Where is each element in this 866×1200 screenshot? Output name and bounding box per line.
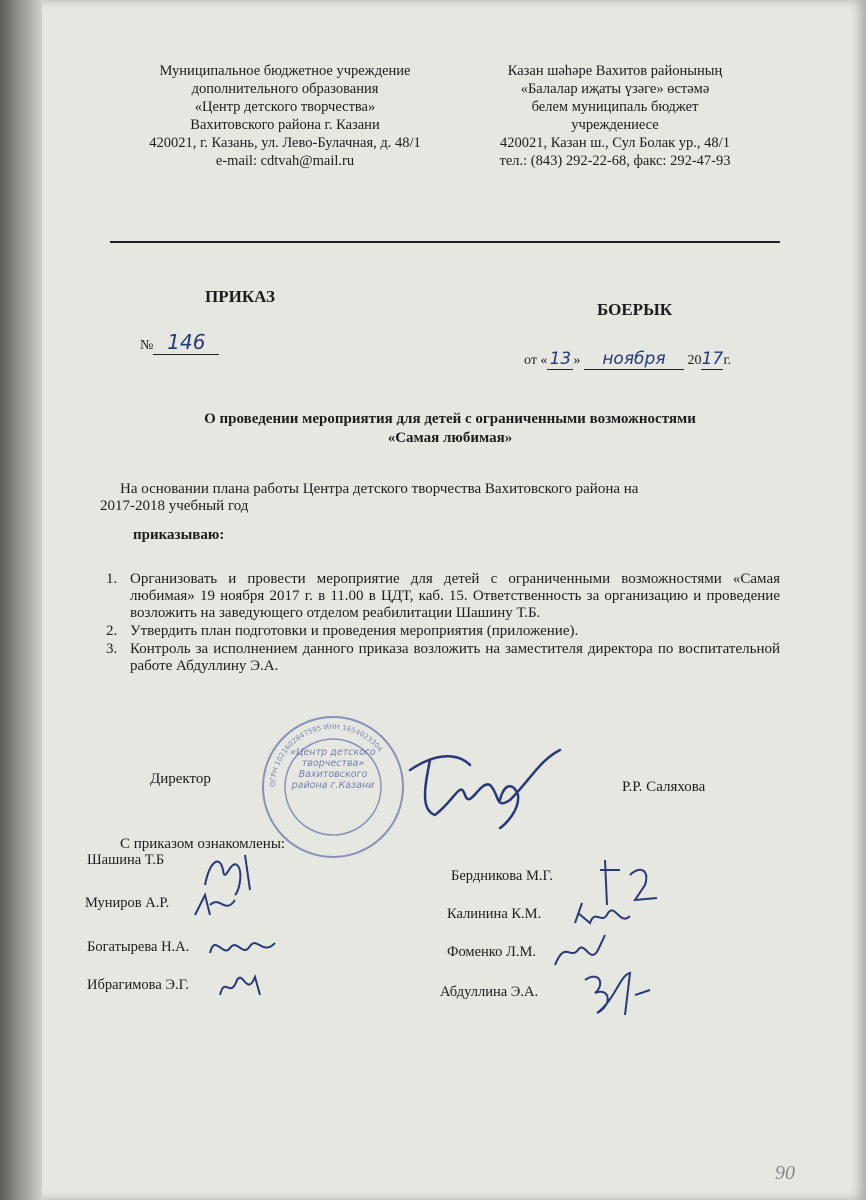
item-number: 3.: [106, 641, 118, 657]
item-text: Организовать и провести мероприятие для детей с ограниченными возможностями «Самая любимая» 19 ноября 2017 г. в 11.00 в ЦДТ, каб. 15. Ответственность за организацию и проведение возложить на заведующего отделом реабилитации Шашину Т.Б.: [130, 571, 780, 621]
order-number-row: [140, 330, 219, 355]
title-boeryk: БОЕРЫК: [597, 300, 673, 319]
acquainted-right-name: Калинина К.М.: [447, 906, 542, 922]
header-left-line: «Центр детского творчества»: [194, 99, 376, 115]
acquainted-left-name: Богатырева Н.А.: [87, 939, 190, 955]
basis-line-2: 2017-2018 учебный год: [100, 498, 249, 514]
acquainted-left-name: Ибрагимова Э.Г.: [87, 977, 189, 993]
date-day: 13: [547, 349, 573, 370]
header-right-address: 420021, Казан ш., Сул Болак ур., 48/1: [500, 135, 730, 151]
date-suffix: г.: [723, 353, 732, 368]
header-right-org: [465, 62, 765, 170]
order-item: [100, 571, 780, 622]
date-year-prefix: 20: [687, 353, 702, 368]
number-prefix: №: [140, 338, 154, 353]
item-number: 2.: [106, 623, 118, 639]
signature-bogatyreva: [205, 928, 280, 968]
stamp-ring-text: ОГРН 1021602847595 ИНН 1654023304: [268, 722, 385, 788]
signature-abdullina: [575, 965, 655, 1020]
header-left-address: 420021, г. Казань, ул. Лево-Булачная, д. 48/1: [149, 135, 421, 151]
title-prikaz: ПРИКАЗ: [205, 287, 275, 306]
header-divider: [110, 241, 780, 243]
director-name: Р.Р. Саляхова: [622, 779, 706, 795]
order-date-row: [524, 349, 731, 370]
basis-line-1: На основании плана работы Центра детского творчества Вахитовского района на: [120, 481, 639, 497]
item-number: 1.: [106, 571, 118, 587]
acquainted-heading: С приказом ознакомлены:: [120, 836, 286, 852]
order-number: 146: [153, 330, 219, 355]
binding-edge: [0, 0, 42, 1200]
order-item: [100, 641, 780, 675]
acquainted-right-name: Бердникова М.Г.: [451, 868, 553, 884]
date-quote: »: [573, 353, 581, 368]
acquainted-left-name: Муниров А.Р.: [85, 895, 170, 911]
item-text: Контроль за исполнением данного приказа возложить на заместителя директора по воспитательной работе Абдуллину Э.А.: [130, 641, 780, 674]
date-year: 17: [701, 349, 724, 369]
header-left-org: [110, 62, 460, 170]
signature-ibragimova: [215, 965, 270, 1005]
header-right-line: учреждениесе: [571, 117, 659, 133]
stamp-center-text: «Центр детского творчества» Вахитовского района г.Казани: [290, 747, 376, 791]
acquainted-left-name: Шашина Т.Б: [87, 852, 165, 868]
acquainted-right-name: Абдуллина Э.А.: [440, 984, 539, 1000]
subject-line: О проведении мероприятия для детей с ограниченными возможностями: [204, 411, 696, 427]
acquainted-right-name: Фоменко Л.М.: [447, 944, 536, 960]
director-signature: [400, 740, 570, 830]
signature-kalinina: [570, 898, 635, 933]
item-text: Утвердить план подготовки и проведения мероприятия (приложение).: [130, 623, 579, 639]
order-word: приказываю:: [133, 527, 225, 543]
signature-munirov: [190, 885, 250, 925]
director-role: Директор: [150, 771, 211, 787]
page-number: 90: [775, 1162, 795, 1184]
date-prefix: от «: [524, 353, 548, 368]
order-item: [100, 623, 780, 640]
header-left-line: дополнительного образования: [191, 81, 379, 97]
header-right-line: белем муниципаль бюджет: [531, 99, 699, 115]
order-subject: [100, 410, 800, 448]
order-items-list: [100, 571, 780, 676]
header-right-line: «Балалар иҗаты үзәге» өстәмә: [520, 81, 710, 97]
date-month: ноября: [584, 349, 684, 370]
header-right-line: Казан шәһәре Вахитов районының: [507, 63, 723, 79]
header-left-line: Вахитовского района г. Казани: [190, 117, 380, 133]
subject-event-name: «Самая любимая»: [387, 430, 513, 446]
header-right-phone: тел.: (843) 292-22-68, факс: 292-47-93: [499, 153, 731, 169]
header-left-line: Муниципальное бюджетное учреждение: [159, 63, 411, 79]
header-left-email: e-mail: cdtvah@mail.ru: [215, 153, 355, 169]
